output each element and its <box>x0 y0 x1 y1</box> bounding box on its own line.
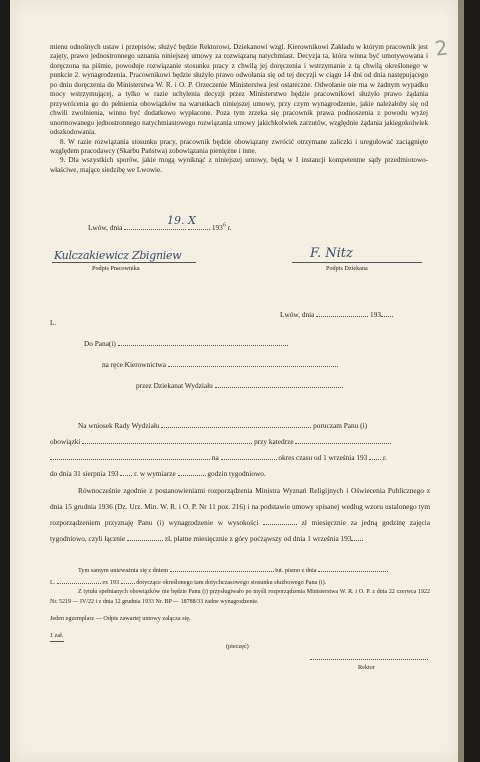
attachment-count: 1 zał. <box>50 632 64 639</box>
no-remuneration-note: Z tytułu spełnianych obowiązków nie będzie Panu (i) przysługiwało po myśli rozporządzenia Ministerstwa W. R. i O. P. z dnia 22 czerwca 1922 Nr. 5219 — IV/22 i z dnia 12 grudnia 1933 Nr. BP — 18788/33 żadne wynagrodzenie. <box>50 589 430 605</box>
background-edge <box>464 0 480 762</box>
handwritten-date: 19. X <box>167 214 196 227</box>
motion-line: Na wniosek Rady Wydziału poruczam Panu (i) <box>78 421 368 430</box>
rector-signature-line <box>310 659 428 660</box>
employee-signature: Kulczakiewicz Zbigniew <box>54 249 182 262</box>
employee-signature-line <box>52 262 196 263</box>
dean-signature: F. Nitz <box>310 246 353 261</box>
addressee-line: Do Pana(i) <box>84 338 288 348</box>
via-dean-office-line: przez Dziekanat Wydziału <box>136 380 343 390</box>
year-hand: 6 <box>222 222 226 229</box>
end-date-line: do dnia 31 sierpnia 193 r. w wymiarze godzin tygodniowo. <box>50 469 266 478</box>
dean-signature-caption: Podpis Dziekana <box>326 265 368 272</box>
period-line: na okres czasu od 1 września 193 r. <box>50 452 387 462</box>
lwow-date-2: Lwów, dnia 193 <box>280 309 393 319</box>
rector-caption: Rektor <box>358 664 375 671</box>
contract-paragraph <box>50 43 428 175</box>
duties-line: obowiązki przy katedrze <box>50 436 391 446</box>
year-prefix: 193 <box>211 223 223 232</box>
dean-signature-line <box>292 262 422 263</box>
annul-line: Tym samym unieważnia się z dniem tut. pismo z dnia <box>78 564 388 574</box>
contract-date-line <box>88 222 232 232</box>
employee-signature-caption: Podpis Pracownika <box>92 265 140 272</box>
copy-note: Jeden egzemplarz — Odpis zawartej umowy załącza się. <box>50 615 191 622</box>
year-suffix: r. <box>227 223 232 232</box>
remuneration-paragraph: Równocześnie zgodnie z postanowieniami rozporządzenia Ministra Wyznań Religijnych i Oświecenia Publicznego z dnia 15 grudnia 1936 (Dz. Urz. Min. W. R. i O. P. Nr 11 poz. 216) i na podstawie umowy spisanej według wzoru ustalonego tym rozporządzeniem przyznaję Panu (i) wynagrodzenie w wysokości zł miesięcznie za jedną godzinę zajęcia tygodniowo, czyli łącznie zł, płatne miesięcznie z góry począwszy od dnia 1 września 193 <box>50 486 431 543</box>
attachment-underline <box>50 641 64 642</box>
contract-text: mienu odnośnych ustaw i przepisów, służyć będzie Rektorowi, Dziekanowi wzgl. Kierownikowi Zakładu w którym pracownik jest zajęty, prawo jednostronnego uznania niniejszej umowy za rozwiązaną natychmiast. Decyzja ta, która winna być umotywowana i doręczona na piśmie, powoduje rozwiązanie stosunku pracy z chwilą jej doręczenia i wstrzymanie z tą chwilą określonego w punkcie 2. wynagrodzenia. Pracownikowi będzie służyło prawo odwołania się od tej decyzji w ciągu 14 dni od dnia następującego po dniu doręczenia do Ministerstwa W. R. i O. P. Orzeczenie Ministerstwa jest ostateczne. Odwołanie nie ma w żadnym wypadku mocy wstrzymującej, a tylko w razie uchylenia decyzji przez Ministerstwo będzie pracownikowi służyło prawo żądania przywrócenia go do pełnienia obowiązków na warunkach niniejszej umowy, przy czym wynagrodzenie, jakie należałoby się od chwili zwolnienia, winno być dodatkowo wypłacone. Poza tym zrzeka się pracownik prawa podnoszenia z powodu wyżej unormowanego jednostronnego natychmiastowego rozwiązania umowy jakichkolwiek zarzutów, względnie żądania jakiegokolwiek odszkodowania. <box>50 43 428 137</box>
clause-9: 9. Dla wszystkich sporów, jakie mogą wyniknąć z niniejszej umowy, będą w I instancji kompetentne sądy przedmiotowo-właściwe, mające siedzibę we Lwowie. <box>50 156 428 174</box>
clause-8: 8. W razie rozwiązania stosunku pracy, pracownik będzie obowiązany zwrócić otrzymane zaliczki i uregulować zaciągnięte względem pracodawcy (Skarbu Państwa) zobowiązania pieniężne i inne. <box>50 137 428 155</box>
seal-label: (pieczęć) <box>226 643 249 650</box>
ref-line: L. ex 193 dotyczące określonego tam dotychczasowego stosunku służbowego Pana (i). <box>50 576 326 586</box>
date-label: Lwów, dnia <box>88 223 123 232</box>
via-management-line: na ręce Kierownictwa <box>102 359 338 369</box>
letter-number: L. <box>50 318 57 327</box>
document-page <box>10 0 458 762</box>
page-number: 2 <box>433 35 450 61</box>
